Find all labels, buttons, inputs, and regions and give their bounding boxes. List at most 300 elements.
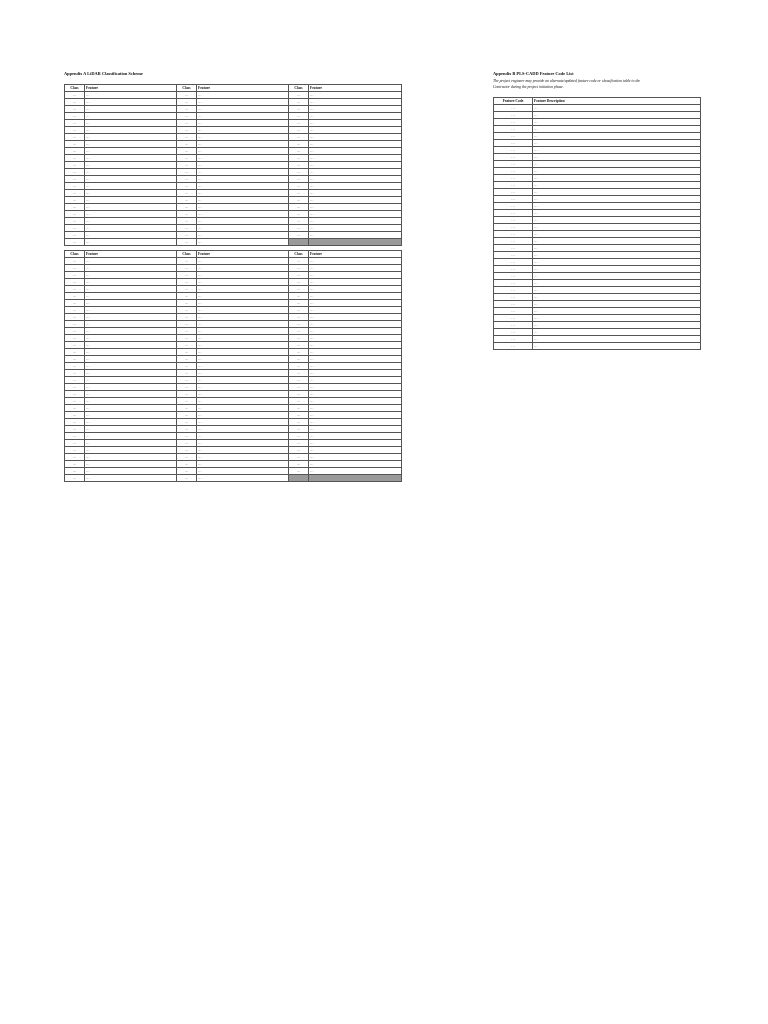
feature-cell: … (309, 218, 402, 225)
feature-cell: … (309, 293, 402, 300)
feature-cell: … (197, 412, 289, 419)
class-code-cell: … (289, 321, 309, 328)
feature-cell: … (309, 321, 402, 328)
feature-cell: … (85, 279, 177, 286)
feature-cell: … (533, 259, 701, 266)
feature-cell: … (85, 162, 177, 169)
class-code-cell: … (494, 189, 533, 196)
table-row (65, 197, 402, 204)
class-code-cell: … (289, 356, 309, 363)
class-code-cell: … (177, 426, 197, 433)
table-body (494, 105, 701, 350)
feature-cell: … (85, 363, 177, 370)
class-code-cell: … (65, 349, 85, 356)
class-code-cell: … (177, 225, 197, 232)
feature-cell: … (85, 258, 177, 265)
class-code-cell (289, 239, 309, 246)
feature-cell: … (85, 300, 177, 307)
feature-cell: … (197, 475, 289, 482)
table-row (494, 252, 701, 259)
feature-cell: … (533, 287, 701, 294)
class-code-cell: … (494, 210, 533, 217)
class-code-cell: … (494, 322, 533, 329)
feature-cell: … (533, 119, 701, 126)
class-code-cell: … (289, 176, 309, 183)
column-header-feature: Feature (309, 85, 402, 92)
feature-cell: … (309, 342, 402, 349)
table-row (65, 211, 402, 218)
class-code-cell: … (494, 308, 533, 315)
table-row (65, 204, 402, 211)
feature-cell: … (309, 384, 402, 391)
class-code-cell: … (65, 162, 85, 169)
class-code-cell: … (289, 211, 309, 218)
feature-cell: … (85, 461, 177, 468)
table-row (65, 176, 402, 183)
table-row (65, 162, 402, 169)
feature-cell: … (197, 356, 289, 363)
table-row (494, 287, 701, 294)
table-row (494, 119, 701, 126)
feature-cell: … (197, 384, 289, 391)
table-row (65, 307, 402, 314)
table-row (494, 133, 701, 140)
class-code-cell: … (177, 183, 197, 190)
class-code-cell: … (177, 314, 197, 321)
class-code-cell: … (289, 127, 309, 134)
feature-cell: … (309, 412, 402, 419)
feature-cell: … (309, 433, 402, 440)
feature-cell: … (197, 162, 289, 169)
class-code-cell: … (177, 113, 197, 120)
table-row (65, 279, 402, 286)
feature-cell: … (533, 161, 701, 168)
feature-cell: … (85, 218, 177, 225)
feature-cell: … (85, 342, 177, 349)
class-code-cell: … (65, 300, 85, 307)
table-row (65, 468, 402, 475)
lidar-classification-table-2 (64, 250, 402, 482)
class-code-cell: … (65, 454, 85, 461)
feature-cell: … (533, 343, 701, 350)
feature-cell: … (85, 176, 177, 183)
class-code-cell: … (289, 300, 309, 307)
feature-cell: … (85, 412, 177, 419)
feature-cell: … (85, 211, 177, 218)
class-code-cell: … (65, 419, 85, 426)
class-code-cell: … (65, 258, 85, 265)
feature-cell: … (85, 120, 177, 127)
feature-cell (309, 239, 402, 246)
class-code-cell: … (65, 225, 85, 232)
table-row (494, 308, 701, 315)
class-code-cell: … (177, 106, 197, 113)
class-code-cell: … (494, 252, 533, 259)
feature-cell: … (85, 293, 177, 300)
class-code-cell: … (494, 203, 533, 210)
feature-cell: … (197, 307, 289, 314)
table-row (65, 265, 402, 272)
feature-cell: … (197, 300, 289, 307)
feature-cell: … (533, 245, 701, 252)
table-row (65, 239, 402, 246)
feature-cell: … (197, 232, 289, 239)
table-row (494, 182, 701, 189)
feature-cell: … (533, 322, 701, 329)
class-code-cell: … (289, 258, 309, 265)
class-code-cell: … (289, 433, 309, 440)
class-code-cell: … (494, 315, 533, 322)
column-header-feature: Feature (197, 251, 289, 258)
class-code-cell: … (494, 343, 533, 350)
class-code-cell: … (177, 384, 197, 391)
table-row (494, 217, 701, 224)
feature-cell: … (85, 286, 177, 293)
feature-cell: … (85, 377, 177, 384)
table-row (65, 426, 402, 433)
feature-cell: … (533, 329, 701, 336)
class-code-cell: … (177, 239, 197, 246)
feature-cell: … (533, 189, 701, 196)
feature-cell: … (85, 239, 177, 246)
table-row (65, 335, 402, 342)
table-row (494, 266, 701, 273)
feature-cell: … (309, 148, 402, 155)
table-row (65, 127, 402, 134)
table-row (494, 294, 701, 301)
feature-cell: … (309, 134, 402, 141)
class-code-cell: … (494, 217, 533, 224)
class-code-cell: … (289, 307, 309, 314)
feature-cell: … (85, 141, 177, 148)
feature-cell: … (197, 218, 289, 225)
feature-cell: … (533, 154, 701, 161)
class-code-cell: … (289, 461, 309, 468)
feature-cell: … (197, 349, 289, 356)
class-code-cell: … (289, 272, 309, 279)
class-code-cell: … (494, 196, 533, 203)
feature-cell: … (85, 349, 177, 356)
column-header-class: Class (65, 251, 85, 258)
feature-cell: … (85, 328, 177, 335)
class-code-cell: … (177, 356, 197, 363)
class-code-cell: … (177, 190, 197, 197)
feature-cell: … (85, 225, 177, 232)
class-code-cell: … (177, 307, 197, 314)
feature-cell: … (85, 307, 177, 314)
class-code-cell: … (65, 99, 85, 106)
table-row (65, 328, 402, 335)
feature-cell: … (309, 162, 402, 169)
class-code-cell: … (65, 293, 85, 300)
table-row (494, 259, 701, 266)
feature-cell: … (533, 196, 701, 203)
class-code-cell: … (289, 293, 309, 300)
class-code-cell: … (494, 280, 533, 287)
class-code-cell: … (494, 294, 533, 301)
feature-cell: … (197, 211, 289, 218)
feature-cell: … (197, 183, 289, 190)
class-code-cell: … (494, 119, 533, 126)
class-code-cell: … (289, 377, 309, 384)
table-row (494, 336, 701, 343)
feature-cell: … (533, 315, 701, 322)
class-code-cell: … (65, 176, 85, 183)
class-code-cell: … (289, 162, 309, 169)
feature-cell: … (197, 127, 289, 134)
class-code-cell: … (177, 370, 197, 377)
table-row (65, 461, 402, 468)
feature-cell: … (197, 405, 289, 412)
feature-cell: … (309, 92, 402, 99)
feature-cell: … (533, 231, 701, 238)
class-code-cell: … (65, 286, 85, 293)
class-code-cell: … (289, 447, 309, 454)
class-code-cell: … (177, 99, 197, 106)
column-header-class: Class (177, 251, 197, 258)
feature-cell: … (85, 314, 177, 321)
feature-cell: … (309, 197, 402, 204)
feature-cell: … (197, 148, 289, 155)
table-row (65, 363, 402, 370)
feature-cell: … (533, 175, 701, 182)
feature-cell: … (197, 204, 289, 211)
feature-cell: … (533, 140, 701, 147)
table-row (65, 258, 402, 265)
class-code-cell: … (494, 273, 533, 280)
class-code-cell: … (65, 169, 85, 176)
class-code-cell: … (177, 405, 197, 412)
feature-cell: … (309, 106, 402, 113)
feature-cell: … (85, 183, 177, 190)
class-code-cell: … (177, 134, 197, 141)
feature-cell: … (197, 176, 289, 183)
class-code-cell: … (65, 440, 85, 447)
feature-cell: … (309, 454, 402, 461)
table-row (65, 300, 402, 307)
feature-cell: … (309, 204, 402, 211)
class-code-cell: … (65, 363, 85, 370)
class-code-cell: … (65, 475, 85, 482)
column-header-class: Class (289, 251, 309, 258)
feature-cell: … (197, 335, 289, 342)
class-code-cell: … (289, 120, 309, 127)
class-code-cell: … (65, 468, 85, 475)
table-row (494, 238, 701, 245)
class-code-cell: … (289, 363, 309, 370)
feature-cell: … (309, 335, 402, 342)
class-code-cell: … (289, 419, 309, 426)
table-row (494, 231, 701, 238)
column-header-feature: Feature (85, 85, 177, 92)
class-code-cell: … (65, 120, 85, 127)
class-code-cell: … (65, 426, 85, 433)
feature-cell: … (309, 127, 402, 134)
class-code-cell: … (289, 99, 309, 106)
feature-cell: … (85, 106, 177, 113)
table-row (494, 154, 701, 161)
class-code-cell: … (177, 218, 197, 225)
table-row (65, 349, 402, 356)
class-code-cell: … (289, 148, 309, 155)
feature-cell: … (533, 105, 701, 112)
table-row (65, 120, 402, 127)
feature-cell: … (309, 461, 402, 468)
class-code-cell: … (494, 175, 533, 182)
class-code-cell: … (177, 412, 197, 419)
class-code-cell: … (65, 232, 85, 239)
feature-cell: … (85, 391, 177, 398)
feature-cell: … (533, 266, 701, 273)
table-row (65, 148, 402, 155)
table-row (65, 356, 402, 363)
feature-cell: … (533, 336, 701, 343)
class-code-cell: … (289, 197, 309, 204)
table-row (494, 140, 701, 147)
class-code-cell: … (177, 120, 197, 127)
table-row (494, 105, 701, 112)
class-code-cell: … (494, 266, 533, 273)
feature-cell: … (85, 454, 177, 461)
class-code-cell: … (65, 204, 85, 211)
table-row (65, 398, 402, 405)
class-code-cell: … (494, 112, 533, 119)
class-code-cell: … (65, 141, 85, 148)
table-row (65, 293, 402, 300)
feature-cell: … (197, 113, 289, 120)
appendix-a-title: Appendix A LiDAR Classification Scheme (64, 71, 143, 76)
class-code-cell: … (289, 113, 309, 120)
feature-cell: … (197, 419, 289, 426)
table-row (65, 141, 402, 148)
class-code-cell: … (177, 454, 197, 461)
table-row (65, 225, 402, 232)
feature-cell: … (197, 265, 289, 272)
class-code-cell: … (289, 183, 309, 190)
class-code-cell: … (177, 349, 197, 356)
feature-cell: … (197, 391, 289, 398)
feature-cell: … (197, 286, 289, 293)
class-code-cell: … (494, 133, 533, 140)
feature-cell: … (85, 468, 177, 475)
class-code-cell: … (289, 204, 309, 211)
class-code-cell: … (65, 433, 85, 440)
class-code-cell: … (494, 147, 533, 154)
feature-cell: … (309, 120, 402, 127)
class-code-cell: … (65, 307, 85, 314)
feature-cell: … (533, 273, 701, 280)
column-header-feature: Feature (197, 85, 289, 92)
class-code-cell: … (177, 321, 197, 328)
class-code-cell: … (289, 370, 309, 377)
feature-cell: … (85, 321, 177, 328)
class-code-cell: … (177, 92, 197, 99)
table-row (65, 106, 402, 113)
table-row (494, 273, 701, 280)
feature-cell: … (197, 92, 289, 99)
class-code-cell: … (177, 391, 197, 398)
table-row (65, 405, 402, 412)
feature-cell: … (197, 426, 289, 433)
class-code-cell: … (494, 154, 533, 161)
table-row (494, 280, 701, 287)
class-code-cell: … (494, 168, 533, 175)
table-row (494, 175, 701, 182)
feature-cell: … (85, 335, 177, 342)
feature-cell: … (309, 447, 402, 454)
class-code-cell: … (65, 377, 85, 384)
table-row (65, 377, 402, 384)
feature-cell: … (85, 127, 177, 134)
table-row (65, 440, 402, 447)
appendix-b-note-line-2: Contractor during the project initiation phase. (493, 85, 564, 89)
class-code-cell: … (289, 286, 309, 293)
feature-cell: … (309, 279, 402, 286)
feature-cell: … (533, 168, 701, 175)
class-code-cell: … (177, 155, 197, 162)
class-code-cell: … (494, 105, 533, 112)
feature-cell: … (197, 454, 289, 461)
feature-cell: … (309, 232, 402, 239)
feature-cell: … (85, 475, 177, 482)
feature-cell: … (85, 370, 177, 377)
feature-cell: … (309, 113, 402, 120)
class-code-cell: … (494, 336, 533, 343)
table-row (65, 190, 402, 197)
table-row (65, 370, 402, 377)
class-code-cell: … (177, 211, 197, 218)
feature-cell: … (197, 272, 289, 279)
class-code-cell: … (289, 440, 309, 447)
feature-cell: … (533, 294, 701, 301)
class-code-cell: … (494, 161, 533, 168)
feature-cell: … (309, 405, 402, 412)
feature-cell: … (197, 447, 289, 454)
class-code-cell: … (289, 391, 309, 398)
table-row (65, 314, 402, 321)
class-code-cell: … (177, 265, 197, 272)
feature-cell: … (309, 328, 402, 335)
feature-cell: … (197, 239, 289, 246)
appendix-b-note-line-1: The project engineer may provide an alternate/updated feature code or classification table to the (493, 79, 641, 83)
table-row (65, 384, 402, 391)
feature-cell: … (533, 112, 701, 119)
table-row (65, 447, 402, 454)
class-code-cell: … (65, 384, 85, 391)
class-code-cell: … (65, 335, 85, 342)
class-code-cell: … (177, 419, 197, 426)
table-row (65, 419, 402, 426)
class-code-cell: … (177, 232, 197, 239)
feature-cell: … (533, 133, 701, 140)
table-row (65, 272, 402, 279)
feature-cell: … (197, 468, 289, 475)
feature-cell: … (309, 468, 402, 475)
class-code-cell: … (65, 106, 85, 113)
class-code-cell: … (177, 141, 197, 148)
feature-cell: … (309, 307, 402, 314)
class-code-cell: … (177, 204, 197, 211)
class-code-cell: … (65, 239, 85, 246)
class-code-cell: … (494, 231, 533, 238)
feature-cell: … (85, 440, 177, 447)
table-row (65, 169, 402, 176)
feature-cell: … (197, 433, 289, 440)
table-row (65, 412, 402, 419)
class-code-cell: … (65, 447, 85, 454)
feature-cell: … (197, 190, 289, 197)
class-code-cell: … (177, 162, 197, 169)
